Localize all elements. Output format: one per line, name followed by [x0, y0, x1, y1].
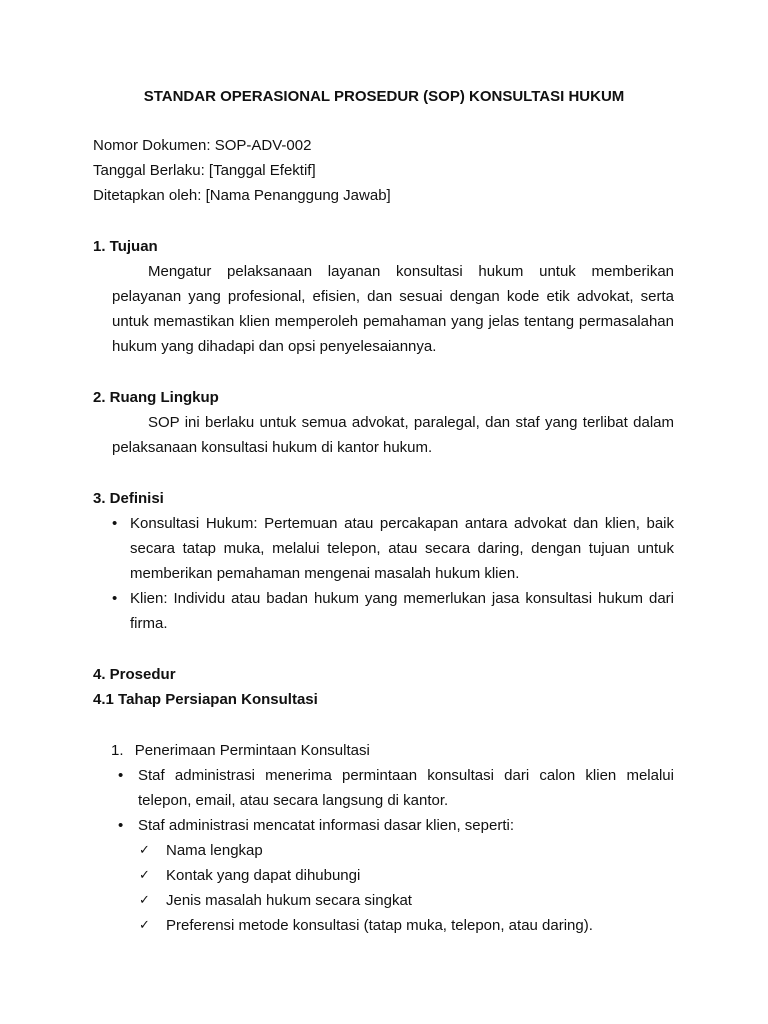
checklist-item-text: Kontak yang dapat dihubungi: [166, 867, 361, 884]
checklist-item: [139, 888, 593, 913]
definition-list: [93, 511, 674, 636]
list-item: [111, 763, 674, 813]
section-heading: 3. Definisi: [93, 490, 164, 507]
section-prosedur: [93, 662, 674, 712]
approved-by: Ditetapkan oleh: [Nama Penanggung Jawab]: [93, 187, 391, 204]
section-paragraph: Mengatur pelaksanaan layanan konsultasi hukum untuk memberikan pelayanan yang profesional, efisien, dan sesuai dengan kode etik advokat, serta untuk memastikan klien memperoleh pemahaman yang jelas tentang permasalahan hukum yang dihadapi dan opsi penyelesaiannya.: [112, 263, 674, 355]
document-title: STANDAR OPERASIONAL PROSEDUR (SOP) KONSULTASI HUKUM: [143, 88, 625, 105]
bullet-icon: •: [118, 767, 124, 784]
document-number: Nomor Dokumen: SOP-ADV-002: [93, 137, 312, 154]
section-ruang-lingkup: [93, 385, 674, 460]
section-tujuan: [93, 234, 674, 359]
bullet-icon: •: [112, 590, 118, 607]
check-icon: ✓: [139, 868, 150, 883]
list-item-text: Staf administrasi mencatat informasi dasar klien, seperti:: [138, 817, 514, 834]
check-icon: ✓: [139, 918, 150, 933]
checklist-item: [139, 913, 593, 938]
bullet-icon: •: [112, 515, 118, 532]
step-label: Penerimaan Permintaan Konsultasi: [134, 742, 370, 759]
effective-date: Tanggal Berlaku: [Tanggal Efektif]: [93, 162, 316, 179]
list-item-text: Staf administrasi menerima permintaan konsultasi dari calon klien melalui telepon, email, atau secara langsung di kantor.: [138, 767, 674, 809]
list-item: [93, 511, 674, 586]
document-meta: [93, 133, 391, 208]
section-subheading: 4.1 Tahap Persiapan Konsultasi: [93, 691, 318, 708]
client-info-checklist: [139, 838, 593, 938]
check-icon: ✓: [139, 843, 150, 858]
list-item-text: Klien: Individu atau badan hukum yang memerlukan jasa konsultasi hukum dari firma.: [130, 590, 674, 632]
section-heading: 2. Ruang Lingkup: [93, 389, 219, 406]
list-item: [93, 586, 674, 636]
step-number: 1.: [111, 742, 124, 759]
section-heading: 4. Prosedur: [93, 666, 176, 683]
step-1: [111, 738, 370, 763]
checklist-item-text: Preferensi metode konsultasi (tatap muka, telepon, atau daring).: [166, 917, 593, 934]
check-icon: ✓: [139, 893, 150, 908]
checklist-item: [139, 838, 593, 863]
section-heading: 1. Tujuan: [93, 238, 158, 255]
list-item-text: Konsultasi Hukum: Pertemuan atau percakapan antara advokat dan klien, baik secara tatap muka, melalui telepon, atau secara daring, dengan tujuan untuk memberikan pemahaman mengenai masalah hukum klien.: [130, 515, 674, 582]
checklist-item: [139, 863, 593, 888]
list-item: [111, 813, 674, 838]
checklist-item-text: Jenis masalah hukum secara singkat: [166, 892, 412, 909]
section-definisi: [93, 486, 674, 636]
bullet-icon: •: [118, 817, 124, 834]
checklist-item-text: Nama lengkap: [166, 842, 263, 859]
section-paragraph: SOP ini berlaku untuk semua advokat, paralegal, dan staf yang terlibat dalam pelaksanaan konsultasi hukum di kantor hukum.: [112, 414, 674, 456]
step-1-bullets: [111, 763, 674, 838]
